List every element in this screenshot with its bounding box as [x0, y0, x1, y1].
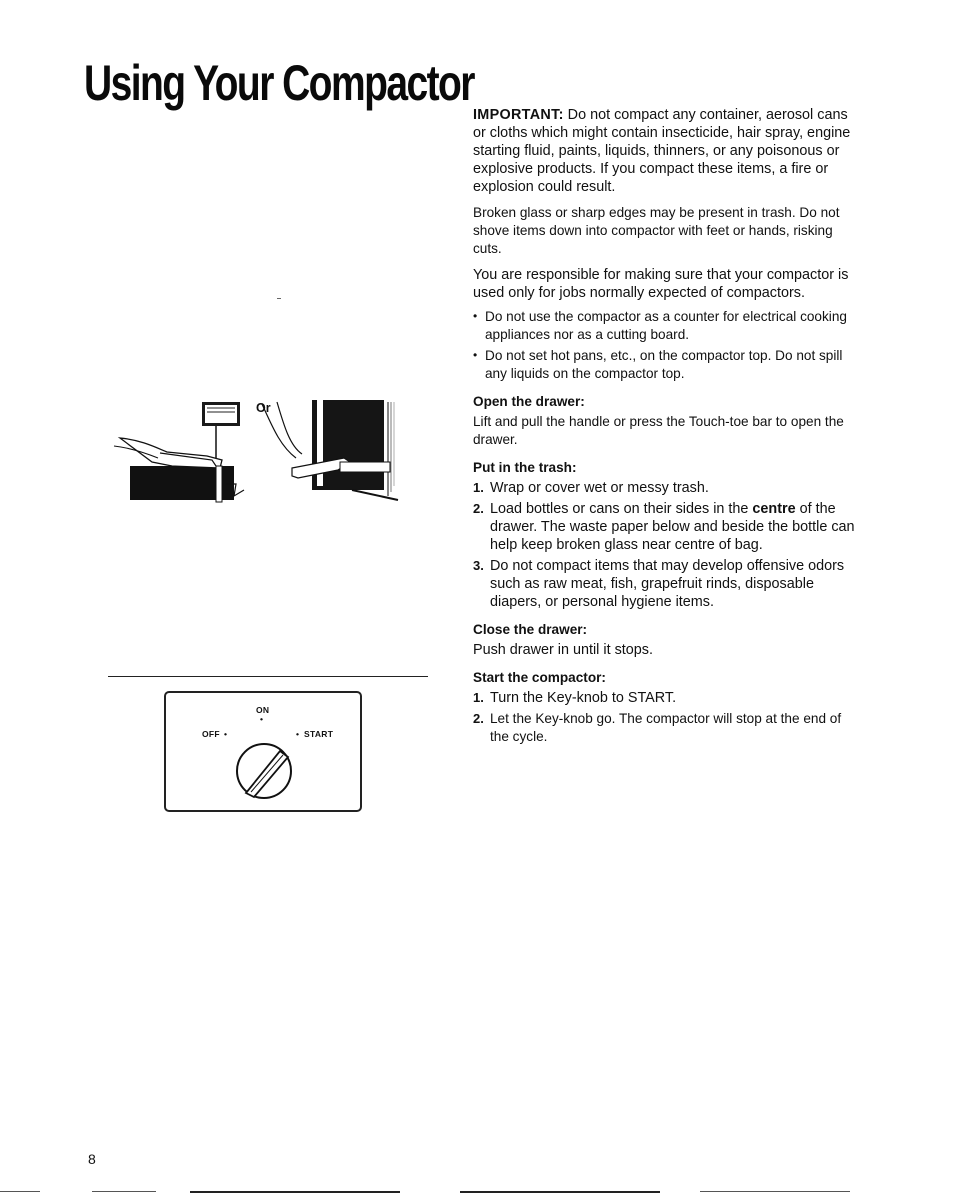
- footer-rule: [190, 1191, 400, 1193]
- important-text: Do not compact any container, aerosol cans or cloths which might contain insecticide, hair spray, engine starting fluid, paints, liquids, thinners, or any poisonous or explosive products. If you compact these items, a fire or explosion could result.: [473, 107, 851, 195]
- instructions-column: [473, 106, 863, 749]
- broken-glass-warning: Broken glass or sharp edges may be present in trash. Do not shove items down into compactor with feet or hands, risking cuts.: [473, 205, 840, 256]
- divider-line: [108, 676, 428, 677]
- on-label: ON: [256, 705, 270, 715]
- or-label: Or: [256, 401, 271, 415]
- page-title: Using Your Compactor: [84, 55, 474, 111]
- scan-speck: [277, 298, 281, 299]
- list-item: 3. Do not compact items that may develop offensive odors such as raw meat, fish, grapefruit rinds, disposable diapers, or personal hygiene items.: [473, 558, 845, 610]
- footer-rule: [0, 1191, 40, 1192]
- start-dot: •: [296, 729, 300, 739]
- important-label: IMPORTANT:: [473, 107, 564, 123]
- list-item: • Do not set hot pans, etc., on the compactor top. Do not spill any liquids on the compactor top.: [473, 348, 843, 381]
- centre-emphasis: centre: [752, 501, 796, 517]
- off-label: OFF: [202, 729, 220, 739]
- on-dot: •: [260, 714, 264, 724]
- off-dot: •: [224, 729, 228, 739]
- list-item: 1. Wrap or cover wet or messy trash.: [473, 480, 709, 496]
- close-drawer-text: Push drawer in until it stops.: [473, 642, 653, 658]
- page-number: 8: [88, 1151, 96, 1167]
- start-label: START: [304, 729, 334, 739]
- list-item: 2. Let the Key-knob go. The compactor will stop at the end of the cycle.: [473, 711, 842, 744]
- important-paragraph: [473, 106, 863, 196]
- list-item: 2. Load bottles or cans on their sides in the centre of the drawer. The waste paper below and beside the bottle can help keep broken glass near centre of bag.: [473, 501, 855, 553]
- list-item: • Do not use the compactor as a counter for electrical cooking appliances nor as a cutting board.: [473, 309, 847, 342]
- footer-rule: [700, 1191, 850, 1192]
- list-item: 1. Turn the Key-knob to START.: [473, 690, 677, 706]
- start-compactor-heading: Start the compactor:: [473, 670, 606, 685]
- put-trash-heading: Put in the trash:: [473, 460, 577, 475]
- close-drawer-heading: Close the drawer:: [473, 622, 588, 637]
- footer-rule: [92, 1191, 156, 1192]
- control-panel-diagram: [164, 691, 362, 812]
- footer-rule: [460, 1191, 660, 1193]
- responsible-paragraph: You are responsible for making sure that your compactor is used only for jobs normally expected of compactors.: [473, 267, 849, 301]
- open-drawer-heading: Open the drawer:: [473, 394, 585, 409]
- key-knob-icon: [232, 737, 296, 801]
- open-drawer-text: Lift and pull the handle or press the Touch-toe bar to open the drawer.: [473, 414, 844, 447]
